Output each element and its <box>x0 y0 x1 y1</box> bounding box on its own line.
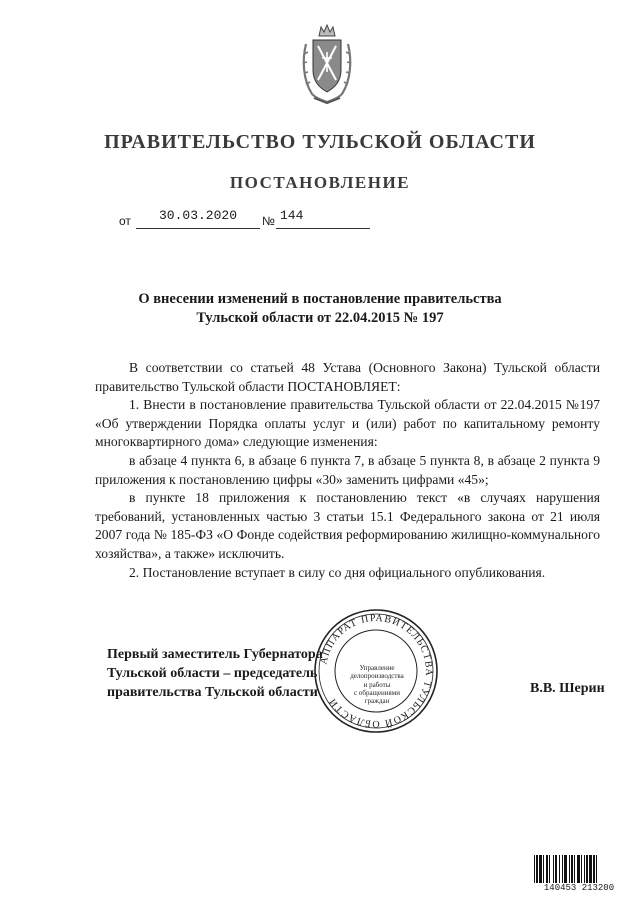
stamp-line: и работы <box>363 680 391 689</box>
barcode-bar <box>534 855 535 885</box>
stamp-line: граждан <box>364 697 390 706</box>
signatory-name: В.В. Шерин <box>530 681 605 696</box>
stamp-line: делопроизводства <box>350 672 404 681</box>
barcode-bar <box>559 855 560 885</box>
government-title: ПРАВИТЕЛЬСТВО ТУЛЬСКОЙ ОБЛАСТИ <box>104 131 536 153</box>
body-paragraph: 1. Внести в постановление правительства Тульской области от 22.04.2015 №197 «Об утверждении Порядка оплаты услуг и (или) работ по капитальному ремонту многоквартирного дома» следующие изменения: <box>95 397 600 450</box>
barcode-number: 140453 213200 <box>533 883 625 893</box>
barcode-bar <box>555 855 557 885</box>
body-paragraph: в абзаце 4 пункта 6, в абзаце 6 пункта 7, в абзаце 5 пункта 8, в абзаце 2 пункта 9 приложения к постановлению цифры «30» заменить цифрами «45»; <box>95 452 600 487</box>
subject-line: О внесении изменений в постановление правительства <box>138 291 502 307</box>
number-value: 144 <box>280 208 304 223</box>
barcode-bar <box>539 855 542 885</box>
position-line: Тульской области – председатель <box>107 666 318 681</box>
barcode-bar <box>577 855 580 885</box>
position-line: Первый заместитель Губернатора <box>107 647 323 662</box>
barcode-bar <box>562 855 563 885</box>
position-line: правительства Тульской области <box>107 685 318 700</box>
date-label: от <box>119 214 131 228</box>
barcode-bars <box>533 855 625 885</box>
barcode-bar <box>553 855 554 885</box>
barcode-bar <box>564 855 567 885</box>
barcode-bar <box>569 855 570 885</box>
barcode-bar <box>589 855 592 885</box>
barcode-bar <box>586 855 588 885</box>
date-value: 30.03.2020 <box>159 208 238 223</box>
body-paragraph: 2. Постановление вступает в силу со дня официального опубликования. <box>129 564 546 580</box>
date-underline <box>136 228 260 229</box>
barcode-bar <box>581 855 582 885</box>
barcode-bar <box>543 855 544 885</box>
body-paragraph: В соответствии со статьей 48 Устава (Основного Закона) Тульской области правительство Тульской области ПОСТАНОВЛЯЕТ: <box>95 360 600 394</box>
stamp-line: Управление <box>359 664 395 672</box>
document-type-title: ПОСТАНОВЛЕНИЕ <box>229 173 411 192</box>
stamp-inner-text <box>328 664 426 705</box>
date-number-row <box>119 208 379 230</box>
barcode-bar <box>593 855 595 885</box>
body-paragraph: в пункте 18 приложения к постановлению текст «в случаях нарушения требований, установленных частью 3 статьи 15.1 Федерального закона от 21 июля 2007 года № 185-ФЗ «О Фонде содействия реформированию жилищно-коммунального хозяйства», а также» исключить. <box>95 490 600 561</box>
coat-of-arms-emblem <box>300 22 354 106</box>
stamp-line: с обращениями <box>354 688 400 697</box>
barcode-bar <box>571 855 573 885</box>
document-body <box>95 359 600 582</box>
barcode-bar <box>546 855 548 885</box>
number-label: № <box>262 214 275 228</box>
stamp-ring-text: АППАРАТ ПРАВИТЕЛЬСТВА ТУЛЬСКОЙ ОБЛАСТИ <box>318 612 435 730</box>
number-underline <box>276 228 370 229</box>
barcode-bar <box>584 855 585 885</box>
subject-line: Тульской области от 22.04.2015 № 197 <box>196 310 444 326</box>
official-stamp <box>312 607 440 735</box>
document-subject <box>100 290 540 328</box>
barcode-bar <box>549 855 550 885</box>
document-barcode <box>533 855 625 895</box>
barcode-bar <box>536 855 538 885</box>
barcode-bar <box>574 855 575 885</box>
barcode-bar <box>596 855 597 885</box>
